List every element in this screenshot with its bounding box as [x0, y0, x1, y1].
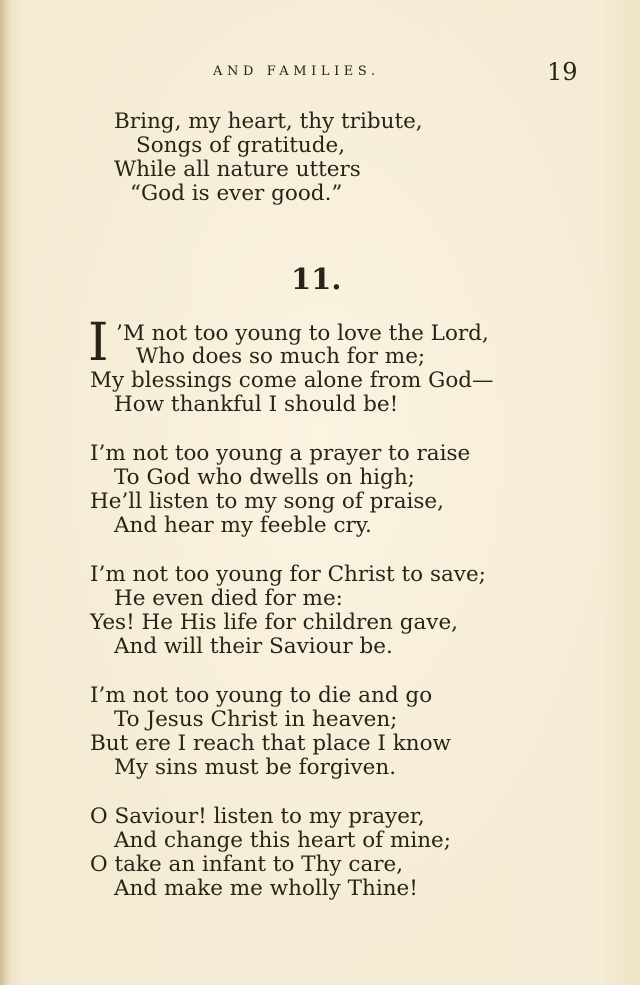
- verse-line: O take an infant to Thy care,: [90, 852, 404, 877]
- running-head: AND FAMILIES.: [213, 64, 380, 79]
- verse-line: While all nature utters: [114, 157, 361, 182]
- verse-line: And will their Saviour be.: [114, 634, 393, 659]
- verse-line: And change this heart of mine;: [114, 828, 452, 853]
- verse-line: Bring, my heart, thy tribute,: [114, 109, 423, 134]
- verse-line: He even died for me:: [114, 586, 343, 611]
- drop-cap: I: [88, 313, 109, 373]
- hymn-number: 11.: [291, 262, 342, 296]
- verse-line: To God who dwells on high;: [114, 465, 415, 490]
- verse-line: I’m not too young to die and go: [90, 683, 433, 708]
- page-number: 19: [547, 58, 578, 86]
- page-gutter: [0, 0, 10, 985]
- verse-line: And hear my feeble cry.: [114, 513, 372, 538]
- verse-line: He’ll listen to my song of praise,: [90, 489, 444, 514]
- verse-line: My sins must be forgiven.: [114, 755, 397, 780]
- verse-line: ’M not too young to love the Lord,: [116, 321, 489, 346]
- verse-line: I’m not too young for Christ to save;: [90, 562, 486, 587]
- page-header: [0, 58, 640, 86]
- verse-line: Who does so much for me;: [136, 344, 426, 369]
- verse-line: O Saviour! listen to my prayer,: [90, 804, 425, 829]
- verse-line: I’m not too young a prayer to raise: [90, 441, 471, 466]
- verse-line: My blessings come alone from God—: [90, 368, 494, 393]
- verse-line: “God is ever good.”: [130, 181, 343, 206]
- verse-line: Yes! He His life for children gave,: [90, 610, 459, 635]
- verse-line: And make me wholly Thine!: [114, 876, 418, 901]
- verse-line: To Jesus Christ in heaven;: [114, 707, 398, 732]
- verse-line: Songs of gratitude,: [136, 133, 346, 158]
- verse-line: But ere I reach that place I know: [90, 731, 451, 756]
- verse-line: How thankful I should be!: [114, 392, 399, 417]
